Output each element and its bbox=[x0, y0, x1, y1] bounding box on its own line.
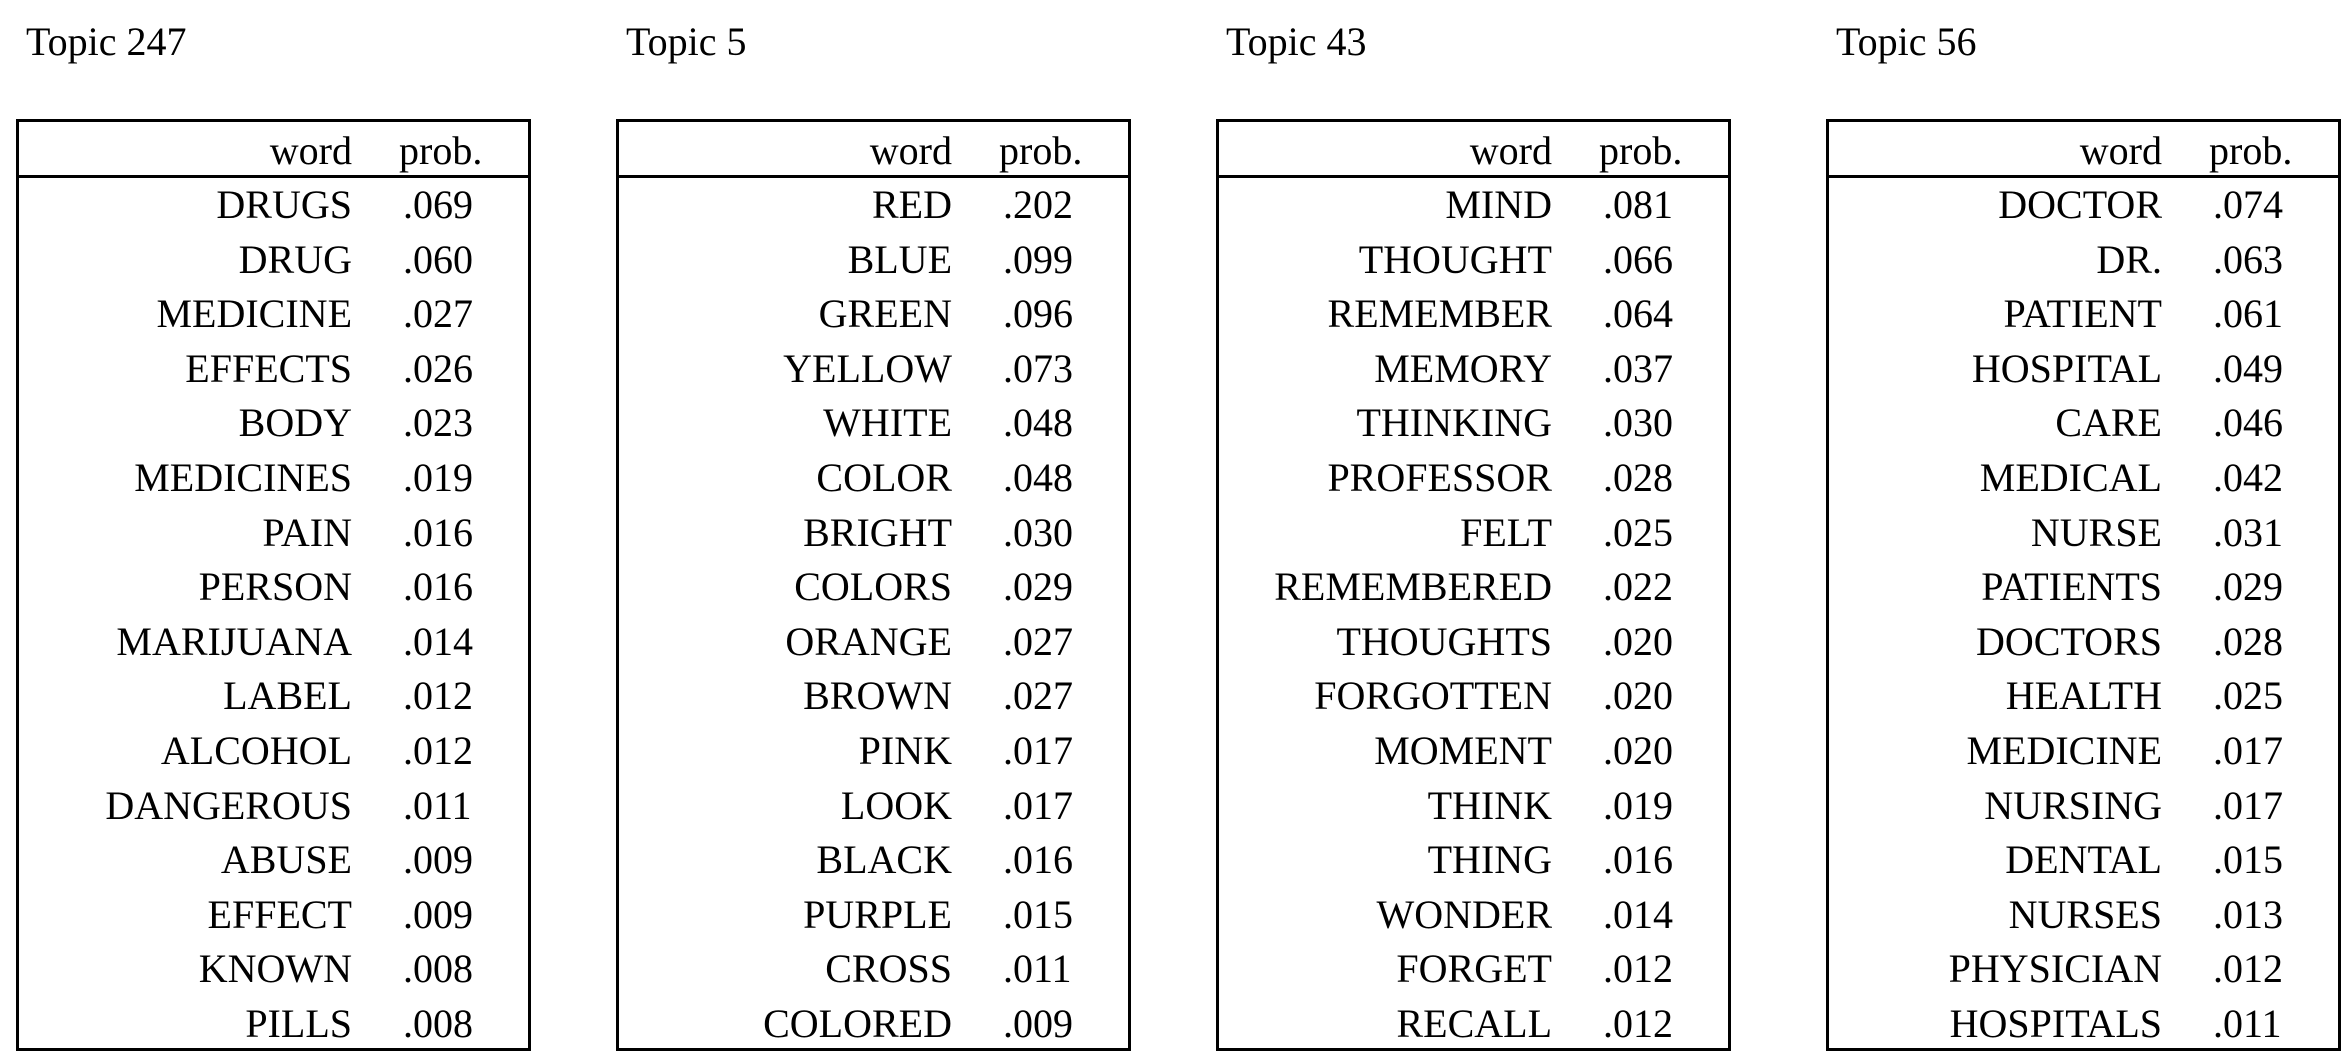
prob-cell: .008 bbox=[403, 1000, 473, 1046]
table-row bbox=[619, 342, 1128, 397]
prob-cell: .016 bbox=[1003, 837, 1073, 883]
table-header bbox=[1219, 122, 1728, 178]
prob-cell: .049 bbox=[2213, 345, 2283, 391]
prob-cell: .081 bbox=[1603, 182, 1673, 227]
prob-cell: .202 bbox=[1003, 182, 1073, 227]
table-row bbox=[619, 724, 1128, 779]
table-row bbox=[1219, 396, 1728, 451]
prob-cell: .023 bbox=[403, 400, 473, 446]
word-cell: PAIN bbox=[262, 509, 352, 555]
prob-cell: .014 bbox=[1603, 891, 1673, 937]
table-row bbox=[19, 506, 528, 561]
word-cell: MEDICINE bbox=[156, 291, 352, 337]
prob-cell: .027 bbox=[1003, 673, 1073, 719]
table-row bbox=[619, 233, 1128, 288]
table-row bbox=[619, 669, 1128, 724]
prob-cell: .099 bbox=[1003, 236, 1073, 282]
word-cell: PURPLE bbox=[803, 891, 952, 937]
word-cell: PATIENTS bbox=[1981, 564, 2162, 610]
word-column-header: word bbox=[2079, 128, 2162, 173]
table-row bbox=[1219, 942, 1728, 997]
word-cell: WONDER bbox=[1376, 891, 1552, 937]
table-row bbox=[619, 396, 1128, 451]
prob-cell: .017 bbox=[2213, 727, 2283, 773]
prob-cell: .012 bbox=[403, 673, 473, 719]
table-row bbox=[1219, 779, 1728, 834]
prob-cell: .027 bbox=[403, 291, 473, 337]
word-cell: PILLS bbox=[245, 1000, 352, 1046]
word-cell: EFFECTS bbox=[185, 345, 352, 391]
prob-cell: .069 bbox=[403, 182, 473, 227]
table-row bbox=[1219, 287, 1728, 342]
word-cell: THINK bbox=[1427, 782, 1552, 828]
table-row bbox=[1829, 451, 2338, 506]
table-row bbox=[619, 997, 1128, 1052]
prob-cell: .066 bbox=[1603, 236, 1673, 282]
prob-column-header: prob. bbox=[2209, 128, 2293, 173]
table-row bbox=[619, 942, 1128, 997]
word-cell: DANGEROUS bbox=[105, 782, 352, 828]
prob-cell: .011 bbox=[403, 782, 472, 828]
table-row bbox=[1219, 724, 1728, 779]
prob-cell: .073 bbox=[1003, 345, 1073, 391]
prob-cell: .060 bbox=[403, 236, 473, 282]
word-cell: ORANGE bbox=[785, 618, 952, 664]
table-body bbox=[19, 178, 528, 1052]
word-cell: MOMENT bbox=[1374, 727, 1552, 773]
prob-cell: .029 bbox=[1003, 564, 1073, 610]
table-row bbox=[19, 888, 528, 943]
word-cell: THOUGHTS bbox=[1336, 618, 1552, 664]
word-cell: RECALL bbox=[1396, 1000, 1552, 1046]
word-cell: PATIENT bbox=[2003, 291, 2162, 337]
prob-column-header: prob. bbox=[999, 128, 1083, 173]
table-row bbox=[19, 997, 528, 1052]
table-row bbox=[1829, 942, 2338, 997]
table-row bbox=[1219, 506, 1728, 561]
word-cell: NURSING bbox=[1984, 782, 2162, 828]
table-row bbox=[1829, 396, 2338, 451]
word-cell: BROWN bbox=[803, 673, 952, 719]
table-row bbox=[19, 833, 528, 888]
word-cell: CROSS bbox=[825, 946, 952, 992]
word-cell: DOCTOR bbox=[1998, 182, 2162, 227]
word-cell: FORGET bbox=[1396, 946, 1552, 992]
prob-cell: .011 bbox=[2213, 1000, 2282, 1046]
table-header bbox=[19, 122, 528, 178]
word-cell: BLUE bbox=[847, 236, 952, 282]
prob-cell: .028 bbox=[2213, 618, 2283, 664]
word-cell: ALCOHOL bbox=[160, 727, 352, 773]
word-cell: PERSON bbox=[198, 564, 352, 610]
topic-panel bbox=[1216, 0, 1736, 1062]
prob-cell: .017 bbox=[1003, 782, 1073, 828]
table-row bbox=[1829, 779, 2338, 834]
prob-cell: .027 bbox=[1003, 618, 1073, 664]
table-row bbox=[19, 233, 528, 288]
table-row bbox=[1219, 560, 1728, 615]
prob-cell: .016 bbox=[403, 509, 473, 555]
prob-column-header: prob. bbox=[1599, 128, 1683, 173]
prob-cell: .063 bbox=[2213, 236, 2283, 282]
table-row bbox=[1829, 178, 2338, 233]
word-cell: ABUSE bbox=[220, 837, 352, 883]
prob-cell: .008 bbox=[403, 946, 473, 992]
prob-cell: .030 bbox=[1603, 400, 1673, 446]
table-header bbox=[1829, 122, 2338, 178]
word-cell: YELLOW bbox=[783, 345, 952, 391]
word-cell: HOSPITAL bbox=[1971, 345, 2162, 391]
prob-cell: .009 bbox=[403, 837, 473, 883]
table-row bbox=[1829, 560, 2338, 615]
word-cell: COLORS bbox=[794, 564, 952, 610]
prob-cell: .031 bbox=[2213, 509, 2283, 555]
table-row bbox=[619, 560, 1128, 615]
table-header bbox=[619, 122, 1128, 178]
word-cell: PINK bbox=[858, 727, 952, 773]
word-cell: REMEMBER bbox=[1327, 291, 1552, 337]
word-cell: MEDICAL bbox=[1979, 454, 2162, 500]
table-body bbox=[1219, 178, 1728, 1052]
table-row bbox=[1219, 669, 1728, 724]
word-cell: HOSPITALS bbox=[1949, 1000, 2162, 1046]
prob-cell: .017 bbox=[1003, 727, 1073, 773]
topic-title: Topic 43 bbox=[1226, 19, 1367, 64]
topic-table bbox=[16, 119, 531, 1051]
prob-cell: .029 bbox=[2213, 564, 2283, 610]
table-row bbox=[619, 779, 1128, 834]
table-row bbox=[1829, 506, 2338, 561]
prob-cell: .048 bbox=[1003, 400, 1073, 446]
prob-cell: .016 bbox=[1603, 837, 1673, 883]
topic-panel bbox=[616, 0, 1136, 1062]
table-row bbox=[1219, 233, 1728, 288]
word-cell: MIND bbox=[1445, 182, 1552, 227]
word-cell: CARE bbox=[2055, 400, 2162, 446]
table-row bbox=[19, 178, 528, 233]
word-cell: BRIGHT bbox=[803, 509, 952, 555]
word-cell: THINKING bbox=[1356, 400, 1552, 446]
table-row bbox=[19, 560, 528, 615]
word-cell: KNOWN bbox=[198, 946, 352, 992]
table-row bbox=[1829, 669, 2338, 724]
topic-title: Topic 56 bbox=[1836, 19, 1977, 64]
table-row bbox=[1829, 233, 2338, 288]
prob-cell: .015 bbox=[1003, 891, 1073, 937]
prob-cell: .016 bbox=[403, 564, 473, 610]
topic-panel bbox=[1826, 0, 2346, 1062]
prob-cell: .048 bbox=[1003, 454, 1073, 500]
topic-panel bbox=[16, 0, 536, 1062]
prob-cell: .012 bbox=[1603, 1000, 1673, 1046]
table-row bbox=[1219, 615, 1728, 670]
table-row bbox=[1219, 178, 1728, 233]
topic-table bbox=[1216, 119, 1731, 1051]
word-cell: DRUGS bbox=[216, 182, 352, 227]
table-row bbox=[1219, 342, 1728, 397]
table-row bbox=[1829, 615, 2338, 670]
word-cell: NURSE bbox=[2030, 509, 2162, 555]
prob-cell: .042 bbox=[2213, 454, 2283, 500]
table-row bbox=[19, 287, 528, 342]
prob-cell: .009 bbox=[403, 891, 473, 937]
word-cell: DENTAL bbox=[2005, 837, 2162, 883]
word-column-header: word bbox=[269, 128, 352, 173]
word-cell: MEDICINES bbox=[134, 454, 352, 500]
prob-column-header: prob. bbox=[399, 128, 483, 173]
word-cell: DOCTORS bbox=[1976, 618, 2162, 664]
word-cell: COLOR bbox=[816, 454, 952, 500]
prob-cell: .020 bbox=[1603, 673, 1673, 719]
table-row bbox=[1829, 342, 2338, 397]
prob-cell: .020 bbox=[1603, 618, 1673, 664]
prob-cell: .025 bbox=[2213, 673, 2283, 719]
word-cell: DRUG bbox=[238, 236, 352, 282]
word-cell: HEALTH bbox=[2005, 673, 2162, 719]
table-row bbox=[619, 615, 1128, 670]
table-row bbox=[1829, 888, 2338, 943]
table-row bbox=[619, 178, 1128, 233]
word-cell: DR. bbox=[2096, 236, 2162, 282]
prob-cell: .064 bbox=[1603, 291, 1673, 337]
prob-cell: .037 bbox=[1603, 345, 1673, 391]
table-row bbox=[19, 615, 528, 670]
word-cell: THOUGHT bbox=[1358, 236, 1552, 282]
prob-cell: .046 bbox=[2213, 400, 2283, 446]
word-cell: MARIJUANA bbox=[116, 618, 352, 664]
table-row bbox=[1219, 451, 1728, 506]
table-row bbox=[619, 888, 1128, 943]
word-cell: FORGOTTEN bbox=[1314, 673, 1552, 719]
word-cell: RED bbox=[872, 182, 952, 227]
word-cell: LABEL bbox=[223, 673, 352, 719]
word-cell: MEMORY bbox=[1374, 345, 1552, 391]
word-cell: PROFESSOR bbox=[1327, 454, 1552, 500]
table-row bbox=[619, 833, 1128, 888]
word-cell: PHYSICIAN bbox=[1948, 946, 2162, 992]
word-cell: BODY bbox=[238, 400, 352, 446]
word-cell: MEDICINE bbox=[1966, 727, 2162, 773]
word-cell: BLACK bbox=[816, 837, 952, 883]
word-column-header: word bbox=[869, 128, 952, 173]
table-row bbox=[1219, 833, 1728, 888]
prob-cell: .012 bbox=[1603, 946, 1673, 992]
word-cell: FELT bbox=[1460, 509, 1552, 555]
table-row bbox=[19, 396, 528, 451]
prob-cell: .017 bbox=[2213, 782, 2283, 828]
prob-cell: .009 bbox=[1003, 1000, 1073, 1046]
table-row bbox=[1829, 997, 2338, 1052]
word-cell: GREEN bbox=[818, 291, 952, 337]
word-cell: COLORED bbox=[763, 1000, 952, 1046]
table-row bbox=[19, 779, 528, 834]
table-row bbox=[1829, 287, 2338, 342]
word-cell: LOOK bbox=[840, 782, 952, 828]
prob-cell: .019 bbox=[403, 454, 473, 500]
word-column-header: word bbox=[1469, 128, 1552, 173]
table-row bbox=[19, 724, 528, 779]
topic-title: Topic 5 bbox=[626, 19, 747, 64]
table-row bbox=[1829, 833, 2338, 888]
table-row bbox=[1829, 724, 2338, 779]
table-row bbox=[19, 451, 528, 506]
prob-cell: .012 bbox=[2213, 946, 2283, 992]
prob-cell: .014 bbox=[403, 618, 473, 664]
prob-cell: .030 bbox=[1003, 509, 1073, 555]
prob-cell: .028 bbox=[1603, 454, 1673, 500]
prob-cell: .026 bbox=[403, 345, 473, 391]
topic-table bbox=[616, 119, 1131, 1051]
table-row bbox=[619, 287, 1128, 342]
word-cell: REMEMBERED bbox=[1274, 564, 1552, 610]
table-body bbox=[619, 178, 1128, 1052]
prob-cell: .015 bbox=[2213, 837, 2283, 883]
prob-cell: .096 bbox=[1003, 291, 1073, 337]
prob-cell: .013 bbox=[2213, 891, 2283, 937]
prob-cell: .025 bbox=[1603, 509, 1673, 555]
topic-title: Topic 247 bbox=[26, 19, 187, 64]
table-row bbox=[1219, 997, 1728, 1052]
table-body bbox=[1829, 178, 2338, 1052]
prob-cell: .074 bbox=[2213, 182, 2283, 227]
table-row bbox=[619, 506, 1128, 561]
prob-cell: .020 bbox=[1603, 727, 1673, 773]
topic-table bbox=[1826, 119, 2341, 1051]
table-row bbox=[1219, 888, 1728, 943]
word-cell: NURSES bbox=[2008, 891, 2162, 937]
word-cell: WHITE bbox=[823, 400, 952, 446]
table-row bbox=[19, 942, 528, 997]
prob-cell: .011 bbox=[1003, 946, 1072, 992]
prob-cell: .022 bbox=[1603, 564, 1673, 610]
prob-cell: .061 bbox=[2213, 291, 2283, 337]
table-row bbox=[19, 342, 528, 397]
prob-cell: .019 bbox=[1603, 782, 1673, 828]
word-cell: THING bbox=[1427, 837, 1552, 883]
table-row bbox=[19, 669, 528, 724]
word-cell: EFFECT bbox=[207, 891, 352, 937]
table-row bbox=[619, 451, 1128, 506]
prob-cell: .012 bbox=[403, 727, 473, 773]
